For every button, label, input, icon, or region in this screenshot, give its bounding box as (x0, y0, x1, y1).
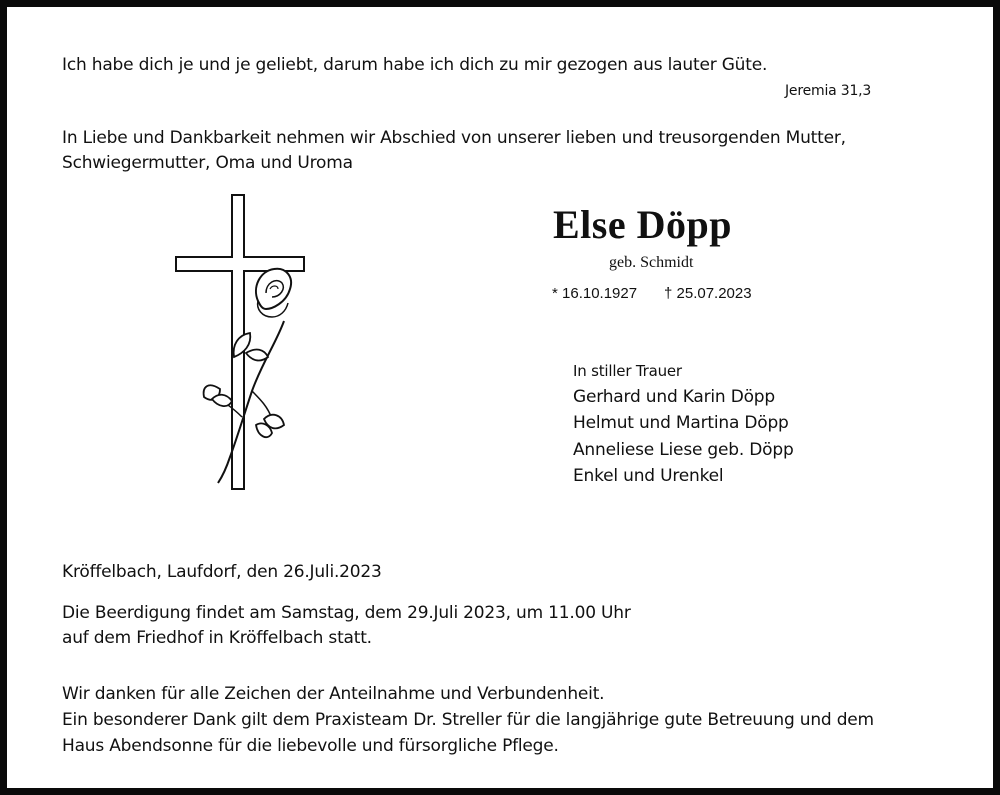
verse-reference: Jeremia 31,3 (785, 83, 872, 99)
verse-quote: Ich habe dich je und je geliebt, darum habe ich dich zu mir gezogen aus lauter Güte. (62, 55, 768, 75)
thanks-line-2: Ein besonderer Dank gilt dem Praxisteam Dr. Streller für die langjährige gute Betreuung und dem (62, 710, 874, 730)
mourner-name: Helmut und Martina Döpp (573, 413, 789, 433)
place-date: Kröffelbach, Laufdorf, den 26.Juli.2023 (62, 562, 382, 582)
intro-line-1: In Liebe und Dankbarkeit nehmen wir Abschied von unserer lieben und treusorgenden Mutter, (62, 128, 846, 148)
mourners-heading: In stiller Trauer (573, 362, 682, 380)
thanks-line-3: Haus Abendsonne für die liebevolle und fürsorgliche Pflege. (62, 736, 559, 756)
mourner-name: Anneliese Liese geb. Döpp (573, 440, 794, 460)
mourner-name: Enkel und Urenkel (573, 466, 724, 486)
funeral-line-1: Die Beerdigung findet am Samstag, dem 29.Juli 2023, um 11.00 Uhr (62, 603, 631, 623)
deceased-name: Else Döpp (553, 202, 732, 247)
death-date: † 25.07.2023 (664, 285, 752, 302)
funeral-line-2: auf dem Friedhof in Kröffelbach statt. (62, 628, 372, 648)
birth-date: * 16.10.1927 (552, 285, 638, 302)
birth-name: geb. Schmidt (609, 254, 694, 271)
intro-line-2: Schwiegermutter, Oma und Uroma (62, 153, 353, 173)
cross-with-rose-icon (172, 193, 312, 493)
thanks-line-1: Wir danken für alle Zeichen der Anteilnahme und Verbundenheit. (62, 684, 605, 704)
mourner-name: Gerhard und Karin Döpp (573, 387, 775, 407)
